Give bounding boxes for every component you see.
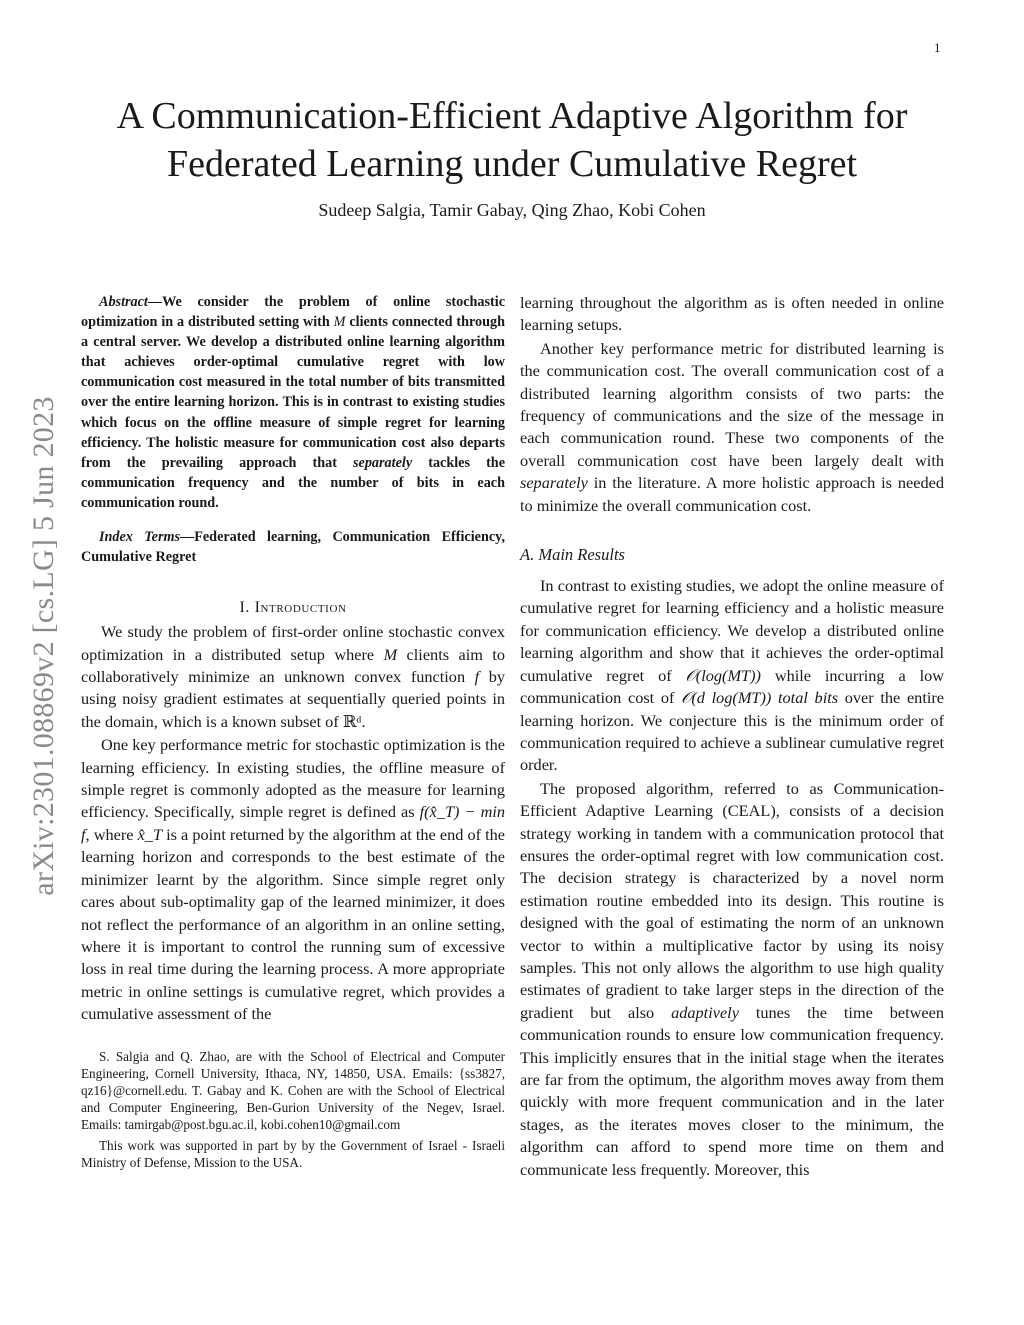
page-number: 1: [934, 40, 941, 55]
index-terms: [81, 527, 505, 567]
intro-p2-text-c: is a point returned by the algorithm at the end of the learning horizon and corresponds to the best estimate of the minimizer learnt by the algorithm. Since simple regret only cares about sub-optimality gap of the learned minimizer, it does not reflect the performance of an algorithm in an online setting, where it is important to control the running sum of excessive loss in real time during the learning process. A more appropriate metric in online settings is cumulative regret, which provides a cumulative assessment of the: [81, 824, 506, 1024]
intro-continuation: learning throughout the algorithm as is often needed in online learning setups.: [520, 293, 944, 335]
real-space-symbol: ℝᵈ: [342, 711, 362, 731]
intro-p3-text-a: Another key performance metric for distributed learning is the communication cost. The overall communication cost of a distributed learning algorithm consists of two parts: the frequency of communications and the size of the message in each communication round. These two components of the overall communication cost have been largely dealt with: [520, 338, 944, 470]
mr-p2-text-a: The proposed algorithm, referred to as Communication-Efficient Adaptive Learning (CEAL), consists of a decision strategy working in tandem with a communication protocol that ensures the order-optimal regret with low communication cost. The decision strategy is characterized by a novel norm estimation routine embedded into its design. This routine is designed with the goal of estimating the norm of an unknown vector to within a multiplicative factor by using its noisy samples. This not only allows the algorithm to use high quality estimates of gradient to take larger steps in the direction of the gradient but also: [520, 778, 944, 1022]
intro-p2-text-b: , where: [85, 824, 138, 844]
abstract-text-3: tackles the communication frequency and the number of bits in each communication round.: [81, 454, 505, 511]
main-results-heading: A. Main Results: [520, 545, 625, 565]
footnote-affiliations: S. Salgia and Q. Zhao, are with the School of Electrical and Computer Engineering, Cornell University, Ithaca, NY, 14850, USA. Emails: {ss3827, qz16}@cornell.edu. T. Gabay and K. Cohen are with the School of Electrical and Computer Engineering, Ben-Gurion University of the Negev, Israel. Emails: tamirgab@post.bgu.ac.il, kobi.cohen10@gmail.com: [81, 1048, 505, 1133]
intro-p2-text-a: One key performance metric for stochastic optimization is the learning efficiency. In existing studies, the offline measure of simple regret is commonly adopted as the measure for learning efficiency. Specifically, simple regret is defined as: [81, 735, 505, 822]
author-list: Sudeep Salgia, Tamir Gabay, Qing Zhao, Kobi Cohen: [318, 200, 706, 220]
main-results-paragraph-1: [520, 575, 944, 777]
mr-p1-text-c: over the entire learning horizon. We conjecture this is the minimum order of communication required to achieve a sublinear cumulative regret order.: [520, 688, 945, 775]
communication-order-expression: 𝒪(d log(MT)): [681, 688, 772, 708]
introduction-heading: I. Introduction: [239, 599, 347, 617]
title-line-2: Federated Learning under Cumulative Regret: [166, 143, 858, 185]
variable-m: M: [333, 314, 346, 331]
variable-f: f: [474, 667, 480, 687]
intro-p1-text-a: We study the problem of first-order online stochastic convex optimization in a distributed setup where: [81, 622, 505, 664]
intro-paragraph-3: [520, 338, 944, 517]
intro-paragraph-1: [81, 621, 505, 733]
regret-order-expression: 𝒪(log(MT)): [685, 665, 761, 685]
variable-m: M: [383, 644, 398, 664]
abstract-label: Abstract: [99, 294, 148, 310]
mr-p1-text-a: In contrast to existing studies, we adopt the online measure of cumulative regret for learning efficiency and a holistic measure for communication efficiency. We develop a distributed online learning algorithm and show that it achieves the order-optimal cumulative regret of: [520, 576, 944, 685]
abstract-text-1: —We consider the problem of online stochastic optimization in a distributed setting with: [81, 294, 505, 331]
abstract: [81, 292, 505, 513]
footnotes: [81, 1048, 505, 1171]
footnote-funding: This work was supported in part by by the Government of Israel - Israeli Ministry of Defense, Mission to the USA.: [81, 1137, 505, 1170]
main-results-paragraph-2: [520, 778, 944, 1181]
title-line-1: A Communication-Efficient Adaptive Algorithm for: [116, 95, 908, 137]
intro-p1-text-d: .: [361, 711, 366, 731]
right-column: [520, 292, 944, 1181]
arxiv-side-identifier: arXiv:2301.08869v2 [cs.LG] 5 Jun 2023: [27, 396, 60, 896]
intro-p3-text-b: in the literature. A more holistic approach is needed to minimize the overall communication cost.: [520, 473, 944, 515]
mr-p1-text-b: while incurring a low communication cost of: [520, 665, 944, 708]
left-column: [81, 292, 505, 1174]
mr-p2-text-b: tunes the time between communication rounds to ensure low communication frequency. This implicitly ensures that in the initial stage when the iterates are far from the optimum, the algorithm moves away from them quickly with more frequent communication and in the later stages, as the iterates moves closer to the minimum, the algorithm can afford to spend more time on them and communicate less frequently. Moreover, this: [520, 1002, 944, 1179]
variable-x-hat-t: x̂_T: [137, 824, 162, 844]
adaptively-emphasis: adaptively: [671, 1002, 739, 1022]
intro-p1-text-c: by using noisy gradient estimates at sequentially queried points in the domain, which is a known subset of: [81, 667, 505, 731]
intro-paragraph-2: [81, 734, 505, 1025]
paper-title: [60, 92, 964, 188]
intro-p1-text-b: clients aim to collaboratively minimize an unknown convex function: [81, 644, 505, 687]
intro-p3-emphasis: separately: [520, 473, 588, 493]
index-terms-text: —Federated learning, Communication Efficiency, Cumulative Regret: [81, 529, 505, 566]
index-terms-label: Index Terms: [99, 529, 181, 546]
abstract-emphasis: separately: [353, 454, 413, 471]
total-bits-emphasis: total bits: [778, 688, 839, 708]
abstract-text-2: clients connected through a central server. We develop a distributed online learning algorithm that achieves order-optimal cumulative regret with low communication cost measured in the total number of bits transmitted over the entire learning horizon. This is in contrast to existing studies which focus on the offline measure of simple regret for learning efficiency. The holistic measure for communication cost also departs from the prevailing approach that: [81, 314, 505, 471]
simple-regret-expression: f(x̂_T) − min f: [81, 802, 505, 844]
